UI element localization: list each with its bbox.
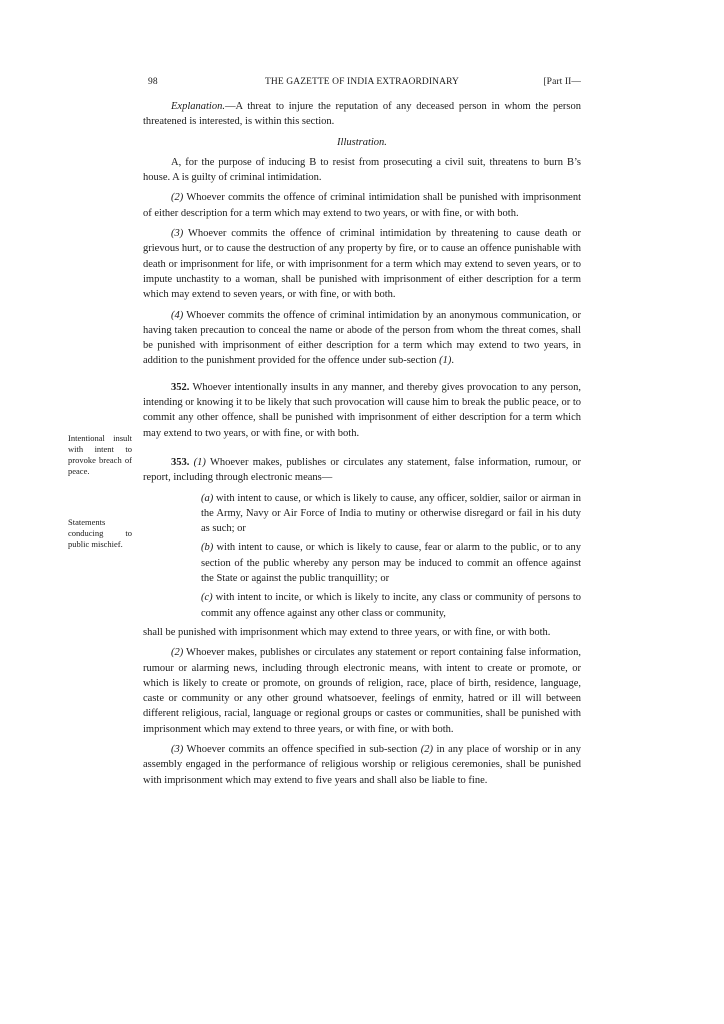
clause-c xyxy=(143,590,581,621)
illustration-paragraph: A, for the purpose of inducing B to resist from prosecuting a civil suit, threatens to burn B’s house. A is guilty of criminal intimidation. xyxy=(143,156,581,184)
subsection-number: (4) xyxy=(171,309,184,321)
section-352-paragraph xyxy=(143,380,581,441)
margin-note-section-352: Intentional insult with intent to provoke breach of peace. xyxy=(68,433,132,476)
explanation-label: Explanation. xyxy=(171,101,225,112)
clause-text: with intent to cause, or which is likely to cause, any officer, soldier, sailor or airman in the Army, Navy or Air Force of India to mutiny or otherwise disregard or fail in his duty as such; or xyxy=(201,492,581,535)
clause-label: (c) xyxy=(201,592,213,604)
subsection-text: Whoever makes, publishes or circulates any statement or report containing false information, rumour or alarming news, including through electronic means, with intent to create or promote, or which is likely to create or promote, on grounds of religion, race, place of birth, residence, language, caste or community or any other ground whatsoever, feelings of enmity, hatred or ill will between different religious, racial, language or regional groups or castes or communities, shall be punished with imprisonment which may extend to three years, or with fine, or with both. xyxy=(143,647,581,735)
subsection-text: Whoever commits the offence of criminal intimidation shall be punished with imprisonment of either description for a term which may extend to two years, or with fine, or with both. xyxy=(143,192,581,219)
subsection-number: (2) xyxy=(171,647,184,659)
subsection-text: Whoever commits the offence of criminal intimidation by threatening to cause death or grievous hurt, or to cause the destruction of any property by fire, or to cause an offence punishable with death or imprisonment for life, or with imprisonment for a term which may extend to seven years, or to impute unchastity to a woman, shall be punished with imprisonment of either description for a term which may extend to seven years, or with fine, or with both. xyxy=(143,228,581,301)
subsection-text: Whoever commits the offence of criminal intimidation by an anonymous communication, or having taken precaution to conceal the name or abode of the person from whom the threat comes, shall be punished with imprisonment of either description for a term which may extend to two years, in addition to the punishment provided for the offence under sub-section xyxy=(143,309,581,367)
page-number: 98 xyxy=(148,77,158,87)
part-label: [Part II— xyxy=(543,77,581,87)
section-number: 352. xyxy=(171,381,190,393)
section-351-3-paragraph xyxy=(143,226,581,302)
subsection-text: in any place of worship or in any assembly engaged in the performance of religious worship or religious ceremonies, shall be punished with imprisonment which may extend to five years and shall also be liable to fine. xyxy=(143,743,581,786)
section-353-1-tail: shall be punished with imprisonment which may extend to three years, or with fine, or with both. xyxy=(143,626,551,638)
document-body xyxy=(143,99,581,793)
illustration-heading: Illustration. xyxy=(337,136,387,148)
section-number: 353. xyxy=(171,456,190,468)
subsection-number: (3) xyxy=(171,228,184,240)
explanation-paragraph xyxy=(143,99,581,130)
clause-label: (b) xyxy=(201,542,214,554)
section-351-4-paragraph xyxy=(143,308,581,369)
clause-a xyxy=(143,491,581,537)
page-header xyxy=(143,77,581,91)
section-text: Whoever intentionally insults in any manner, and thereby gives provocation to any person, intending or knowing it to be likely that such provocation will cause him to break the public peace, or to commit any other offence, shall be punished with imprisonment of either description for a term which may extend to two years, or with fine, or with both. xyxy=(143,381,581,439)
clause-text: with intent to incite, or which is likely to incite, any class or community of persons to commit any offence against any other class or community, xyxy=(201,592,581,619)
subsection-text: Whoever makes, publishes or circulates any statement, false information, rumour, or report, including through electronic means— xyxy=(143,456,582,484)
clause-text: with intent to cause, or which is likely to cause, fear or alarm to the public, or to any section of the public whereby any person may be induced to commit an offence against the State or against the public tranquillity; or xyxy=(201,542,581,585)
subsection-number: (3) xyxy=(171,743,184,755)
section-353-1-paragraph xyxy=(143,455,581,486)
section-353-2-paragraph xyxy=(143,645,581,737)
subsection-reference: (1) xyxy=(439,355,452,367)
clause-b xyxy=(143,540,581,586)
margin-note-section-353: Statements conducing to public mischief. xyxy=(68,517,132,549)
section-353-3-paragraph xyxy=(143,742,581,788)
subsection-text: Whoever commits an offence specified in sub-section xyxy=(183,743,421,755)
section-351-2-paragraph xyxy=(143,190,581,221)
subsection-end: . xyxy=(451,355,454,367)
subsection-number: (2) xyxy=(171,192,184,204)
explanation-text: —A threat to injure the reputation of any deceased person in whom the person threatened is interested, is within this section. xyxy=(143,101,581,128)
subsection-reference: (2) xyxy=(420,743,433,755)
subsection-number: (1) xyxy=(193,456,206,468)
gazette-title: THE GAZETTE OF INDIA EXTRAORDINARY xyxy=(265,77,459,87)
clause-label: (a) xyxy=(201,492,214,504)
